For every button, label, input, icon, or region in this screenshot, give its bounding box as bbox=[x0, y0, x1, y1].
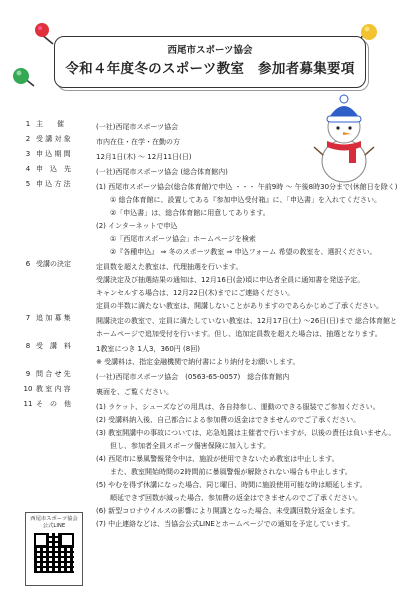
page-title: 令和４年度冬のスポーツ教室 参加者募集要項 bbox=[65, 61, 355, 77]
item-fee: 8 受 講 料 1教室につき 1人3，360円 (8回) ※ 受講料は、指定金融機関で納付書により納付をお願いします。 bbox=[25, 342, 300, 366]
item-enrollment-decision: 6 受講の決定 定員数を超えた教室は、代理抽選を行います。 受講決定及び抽選結果の通知は、12月16日(金)頃に申込者全員に通知書を発送予定。 キャンセルする場合は、12月22日(木)までにご連絡ください。 定員の半数に満たない教室は、開講しないことがありますのであらかじめご了承ください。 bbox=[25, 260, 383, 310]
title-frame bbox=[54, 36, 366, 88]
push-pin-green-icon bbox=[10, 66, 36, 94]
qr-label-line: 公式LINE bbox=[42, 522, 66, 529]
item-application-method: 5 申 込 方 法 (1) 西尾市スポーツ協会(総合体育館)で申込 ・・・ 午前9時 ～ 午後8時30分まで(休館日を除く) ① 総合体育館に、設置してある『参加申込受付箱』に、「申込書」を入れてください。 ②「申込書」は、総合体育館に用意してあります。 (2) インターネットで申込 ①「西尾市スポーツ協会」ホームページを検索 ②『各種申込』 ⇒ 冬のスポーツ教室 ⇒ 申込フォーム 希望の教室を、選択ください。 bbox=[25, 180, 398, 256]
qr-label-org: 西尾市スポーツ協会 bbox=[30, 516, 78, 522]
item-organizer: 1 主 催 (一社)西尾市スポーツ協会 bbox=[25, 120, 179, 131]
item-eligibility: 2 受 講 対 象 市内在住・在学・在勤の方 bbox=[25, 135, 180, 146]
line-qr-box bbox=[25, 512, 83, 586]
qr-code-icon[interactable] bbox=[34, 533, 74, 573]
item-contact: 9 問 合 せ 先 (一社)西尾市スポーツ協会 (0563-65-0057) 総合体育館内 bbox=[25, 370, 290, 381]
requirements-list bbox=[22, 121, 408, 533]
item-application-period: 3 申 込 期 間 12月1日(木) ～ 12月11日(日) bbox=[25, 150, 192, 161]
item-application-destination: 4 申 込 先 (一社)西尾市スポーツ協会 (総合体育館内) bbox=[25, 165, 228, 176]
item-other: 11 そ の 他 (1) ラケット、シューズなどの用具は、各自持参し、運動のできる服装でご参加ください。 (2) 受講料納入後、自己都合による参加費の返金はできませんのでご了承ください。 (3) 教室開講中の事故については、応急処置は主催者で行いますが、以後の責任は負いません。 但し、参加者全員スポーツ傷害保険に加入します。 (4) 西尾市に暴風警報発令中は、施設が使用できないため教室は中止します。 また、教室開始時間の2時間前に暴風警報が解除されない場合も中止します。 (5) やむを得ず休講になった場合、同じ曜日、時間に施設使用可能な時は順延します。 順延できず回数が減った場合、参加費の返金はできませんのでご了承ください。 (6) 新型コロナウイルスの影響により開講となった場合、未受講回数分返金します。 (7) 中止連絡などは、当協会公式LINEとホームページでの通知を予定しています。 bbox=[23, 400, 396, 528]
organizer-heading: 西尾市スポーツ協会 bbox=[167, 45, 253, 56]
item-class-content: 10 教 室 内 容 裏面を、ご覧ください。 bbox=[23, 385, 173, 396]
item-additional-recruitment: 7 追 加 募 集 開講決定の教室で、定員に満たしていない教室は、12月17日(土) ～26日(日)まで 総合体育館と ホームページで追加受付を行います。但し、追加定員数を超えた場合は、抽選となります。 bbox=[25, 314, 397, 338]
